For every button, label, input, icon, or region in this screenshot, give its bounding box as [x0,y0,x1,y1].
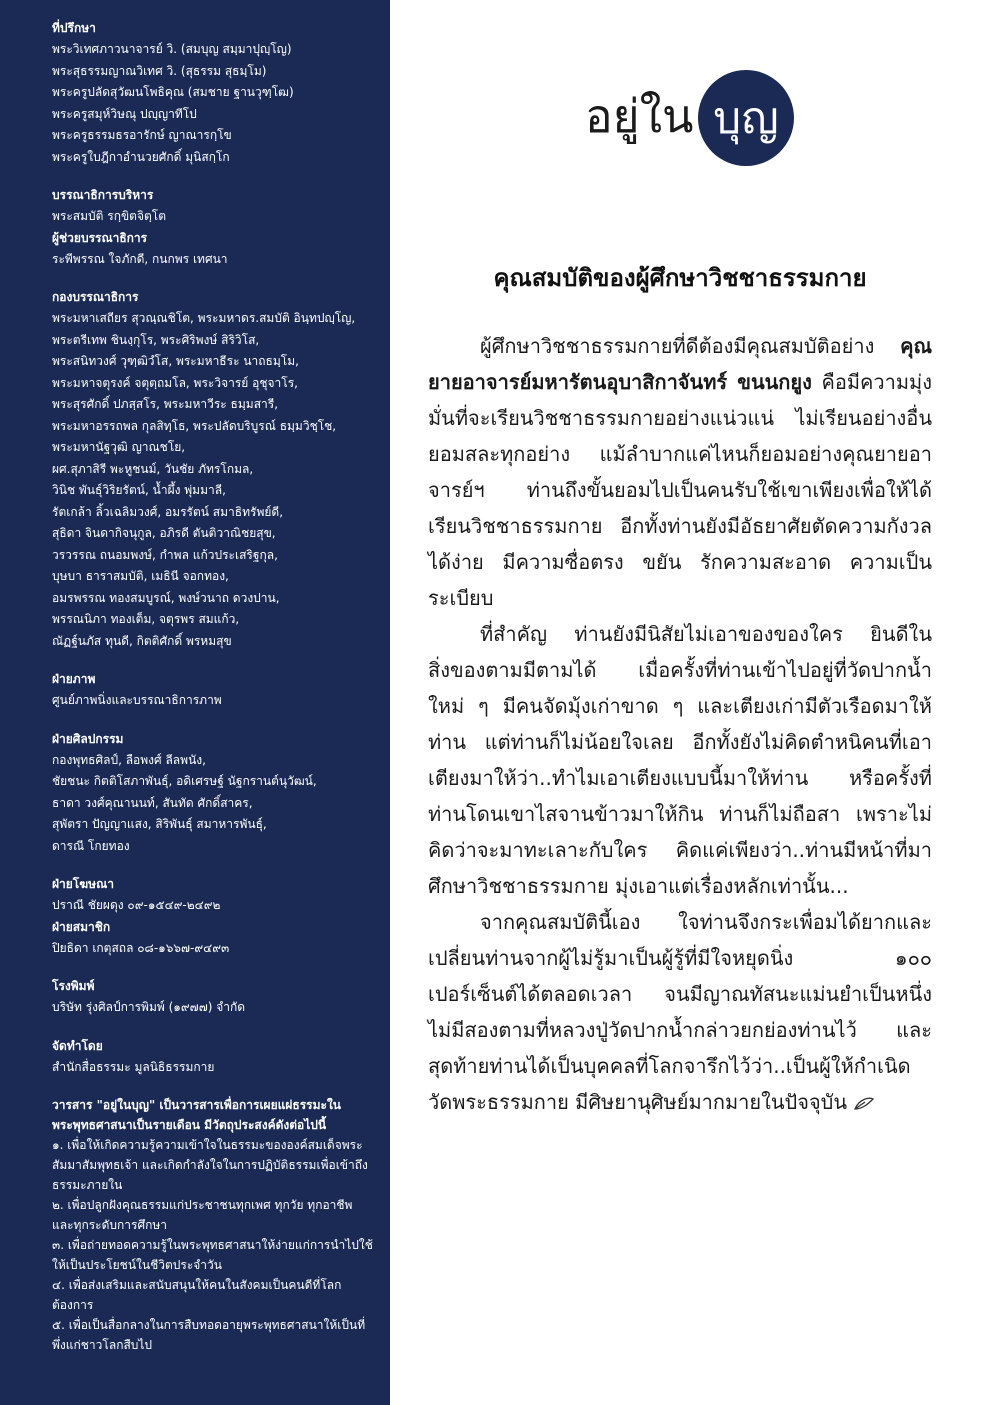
sidebar-credit-line: ดารณี โกยทอง [52,838,130,853]
sidebar-credit-line: สำนักสื่อธรรมะ มูลนิธิธรรมกาย [52,1059,215,1074]
sidebar-credit-line: ณัฏฐ์นภัส ทุนดี, กิตติศักดิ์ พรหมสุข [52,633,232,648]
sidebar-section-heading: ที่ปรึกษา [52,21,96,35]
sidebar-section-heading: ฝ่ายโฆษณา [52,877,114,891]
sidebar-credit-line: พระมหานัฐวุฒิ ญาณชโย, [52,440,186,454]
objective-item: ๒. เพื่อปลูกฝังคุณธรรมแก่ประชาชนทุกเพศ ทุกวัย ทุกอาชีพ และทุกระดับการศึกษา [52,1198,353,1232]
magazine-logo [585,70,805,166]
sidebar-credit-line: อมรพรรณ ทองสมบูรณ์, พงษ์วนาถ ดวงปาน, [52,590,280,605]
sidebar-section-heading: ฝ่ายสมาชิก [52,919,111,934]
sidebar-credit-line: พระตรีเทพ ชินงฺกุโร, พระศิริพงษ์ สิริวิโส, [52,332,260,347]
paragraph-1-rest: คือมีความมุ่งมั่นที่จะเรียนวิชชาธรรมกายอย่างแน่วแน่ ไม่เรียนอย่างอื่น ยอมสละทุกอย่าง แม้ลำบากแค่ไหนก็ยอมอย่างคุณยายอาจารย์ฯ ท่านถึงขั้นยอมไปเป็นคนรับใช้เขาเพียงเพื่อให้ได้เรียนวิชชาธรรมกาย อีกทั้งท่านยังมีอัธยาศัยตัดความกังวลได้ง่าย มีความซื่อตรง ขยัน รักความสะอาด ความเป็นระเบียบ [428,370,932,610]
sidebar-section [52,185,376,270]
leaf-end-icon [853,1097,875,1111]
article-paragraph [428,904,932,1120]
sidebar-credit-line: ระพีพรรณ ใจภักดี, กนกพร เทศนา [52,251,228,266]
sidebar-credit-line: พระสุธรรมญาณวิเทศ วิ. (สุธรรม สุธมฺโม) [52,63,267,78]
article-title: คุณสมบัติของผู้ศึกษาวิชชาธรรมกาย [493,264,867,292]
sidebar-credit-line: พระสุรศักดิ์ ปภสฺสโร, พระมหาวีระ ธมฺมสารี, [52,397,279,411]
sidebar-credit-line: พระมหาเสถียร สุวณฺณชิโต, พระมหาดร.สมบัติ อินฺทปญฺโญ, [52,311,356,325]
objectives-intro: วารสาร "อยู่ในบุญ" เป็นวารสารเพื่อการเผยแผ่ธรรมะในพระพุทธศาสนาเป็นรายเดือน มีวัตถุประสงค์ดังต่อไปนี้ [52,1098,342,1132]
sidebar-section [52,729,376,858]
sidebar-credit-line: พระวิเทศภาวนาจารย์ วิ. (สมบุญ สมฺมาปุญฺโญ) [52,42,292,56]
sidebar-credit-line: พระครูสมุห์วิษณุ ปญฺญาทีโป [52,106,197,121]
paragraph-1-start: ผู้ศึกษาวิชชาธรรมกายที่ดีต้องมีคุณสมบัติอย่าง [480,334,875,358]
article-paragraph [428,328,932,616]
sidebar-credit-line: ผศ.สุภาสิรี พะหูชนม์, วันชัย ภัทรโกมล, [52,461,254,476]
sidebar-section-heading: กองบรรณาธิการ [52,290,139,304]
sidebar-section [52,18,376,168]
sidebar-credit-line: สุธิดา จินดากิจนุกูล, อภิรดี ตันติวาณิชยสุข, [52,526,276,540]
sidebar-credit-line: พระครูธรรมธรอารักษ์ ญาณารกฺโข [52,128,232,142]
objective-item: ๓. เพื่อถ่ายทอดความรู้ในพระพุทธศาสนาให้ง่ายแก่การนำไปใช้ให้เป็นประโยชน์ในชีวิตประจำวัน [52,1238,373,1272]
objectives-block [52,1095,376,1355]
sidebar-credit-line: พระมหาจตุรงค์ จตุตฺถมโล, พระวิจารย์ อุชุจาโร, [52,375,298,390]
sidebar-section-heading: ฝ่ายภาพ [52,672,96,686]
sidebar-credit-line: กองพุทธศิลป์, ลือพงศ์ ลีลพนัง, [52,752,206,767]
objective-item: ๑. เพื่อให้เกิดความรู้ความเข้าใจในธรรมะขององค์สมเด็จพระสัมมาสัมพุทธเจ้า และเกิดกำลังใจในการปฏิบัติธรรมเพื่อเข้าถึงธรรมะภายใน [52,1138,368,1192]
sidebar-credit-line: พรรณนิภา ทองเต็ม, จตุรพร สมแก้ว, [52,612,240,626]
article-paragraph: ที่สำคัญ ท่านยังมีนิสัยไม่เอาของของใคร ยินดีในสิ่งของตามมีตามได้ เมื่อครั้งที่ท่านเข้าไปอยู่ที่วัดปากน้ำใหม่ ๆ มีคนจัดมุ้งเก่าขาด ๆ และเตียงเก่ามีตัวเรือดมาให้ท่าน แต่ท่านก็ไม่น้อยใจเลย อีกทั้งยังไม่คิดตำหนิคนที่เอาเตียงมาให้ว่า..ทำไมเอาเตียงแบบนี้มาให้ท่าน หรือครั้งที่ท่านโดนเขาไสจานข้าวมาให้กิน ท่านก็ไม่ถือสา เพราะไม่คิดว่าจะมาทะเลาะกับใคร คิดแค่เพียงว่า..ท่านมีหน้าที่มาศึกษาวิชชาธรรมกาย มุ่งเอาแต่เรื่องหลักเท่านั้น... [428,622,932,898]
sidebar-section [52,874,376,959]
sidebar-credit-line: ธาดา วงศ์คุณานนท์, สันทัด ศักดิ์สาคร, [52,795,253,810]
sidebar-credit-line: วรวรรณ ถนอมพงษ์, กำพล แก้วประเสริฐกุล, [52,547,278,562]
sidebar-section [52,287,376,652]
sidebar-credit-line: ชัยชนะ กิตติโสภาพันธุ์, อดิเศรษฐ์ นัฐกรานต์นุวัฒน์, [52,774,317,788]
sidebar-credit-line: พระครูใบฎีกาอำนวยศักดิ์ มุนิสกฺโก [52,149,230,164]
sidebar-credit-line: สุพัตรา ปัญญาแสง, สิริพันธุ์ สมาหารพันธุ์, [52,817,267,831]
paragraph-1-bold: คุณยายอาจารย์มหารัตนอุบาสิกาจันทร์ ขนนกยูง [428,334,932,394]
logo-circle [698,70,794,166]
logo-text-circle: บุญ [713,93,779,144]
paragraph-3-text: จากคุณสมบัตินี้เอง ใจท่านจึงกระเพื่อมได้ยากและเปลี่ยนท่านจากผู้ไม่รู้มาเป็นผู้รู้ที่มีใจหยุดนิ่ง ๑๐๐ เปอร์เซ็นต์ได้ตลอดเวลา จนมีญาณทัสนะแม่นยำเป็นหนึ่งไม่มีสองตามที่หลวงปู่วัดปากน้ำกล่าวยกย่องท่านไว้ และสุดท้ายท่านได้เป็นบุคคลที่โลกจารึกไว้ว่า..เป็นผู้ให้กำเนิดวัดพระธรรมกาย มีศิษยานุศิษย์มากมายในปัจจุบัน [428,910,932,1114]
sidebar-credit-line: รัตเกล้า ลิ้วเฉลิมวงศ์, อมรรัตน์ สมาธิทรัพย์ดี, [52,504,284,519]
sidebar-credit-line: พระสนิทวงศ์ วุฑฺฒิวํโส, พระมหาธีระ นาถธมฺโม, [52,354,299,368]
sidebar-credit-line: ปราณี ชัยผดุง ๐๙-๑๕๔๙-๒๔๙๒ [52,898,221,912]
sidebar-section [52,976,376,1019]
sidebar-credit-line: ศูนย์ภาพนิ่งและบรรณาธิการภาพ [52,693,222,707]
sidebar-section-heading: ผู้ช่วยบรรณาธิการ [52,230,148,245]
sidebar-section [52,1036,376,1079]
sidebar-credit-line: วินิช พันธุ์วิริยรัตน์, น้ำผึ้ง พุ่มมาลี, [52,483,226,497]
sidebar-credit-line: ปิยธิดา เกตุสถล ๐๘-๑๖๖๗-๙๔๙๓ [52,940,230,955]
objective-item: ๔. เพื่อส่งเสริมและสนับสนุนให้คนในสังคมเป็นคนดีที่โลกต้องการ [52,1278,342,1312]
sidebar-section-heading: โรงพิมพ์ [52,979,95,993]
sidebar-credit-line: พระสมบัติ รกฺขิตจิตฺโต [52,209,167,223]
logo-text-left: อยู่ใน [585,89,694,143]
article-body [428,328,932,1120]
sidebar-credit-line: พระครูปลัดสุวัฒนโพธิคุณ (สมชาย ฐานวุฑฺโฒ) [52,85,294,99]
sidebar-credit-line: บุษบา ธาราสมบัติ, เมธินี จอกทอง, [52,569,229,583]
sidebar-credit-line: บริษัท รุ่งศิลป์การพิมพ์ (๑๙๗๗) จำกัด [52,1000,246,1014]
sidebar-section [52,669,376,712]
sidebar-section-heading: จัดทำโดย [52,1038,103,1053]
objective-item: ๕. เพื่อเป็นสื่อกลางในการสืบทอดอายุพระพุทธศาสนาให้เป็นที่พึ่งแก่ชาวโลกสืบไป [52,1318,366,1352]
sidebar-section-heading: บรรณาธิการบริหาร [52,188,154,202]
sidebar-credit-line: พระมหาอรรถพล กุลสิทฺโธ, พระปลัดบริบูรณ์ ธมฺมวิชฺโช, [52,418,337,433]
masthead-sidebar [0,0,390,1405]
sidebar-section-heading: ฝ่ายศิลปกรรม [52,731,124,746]
